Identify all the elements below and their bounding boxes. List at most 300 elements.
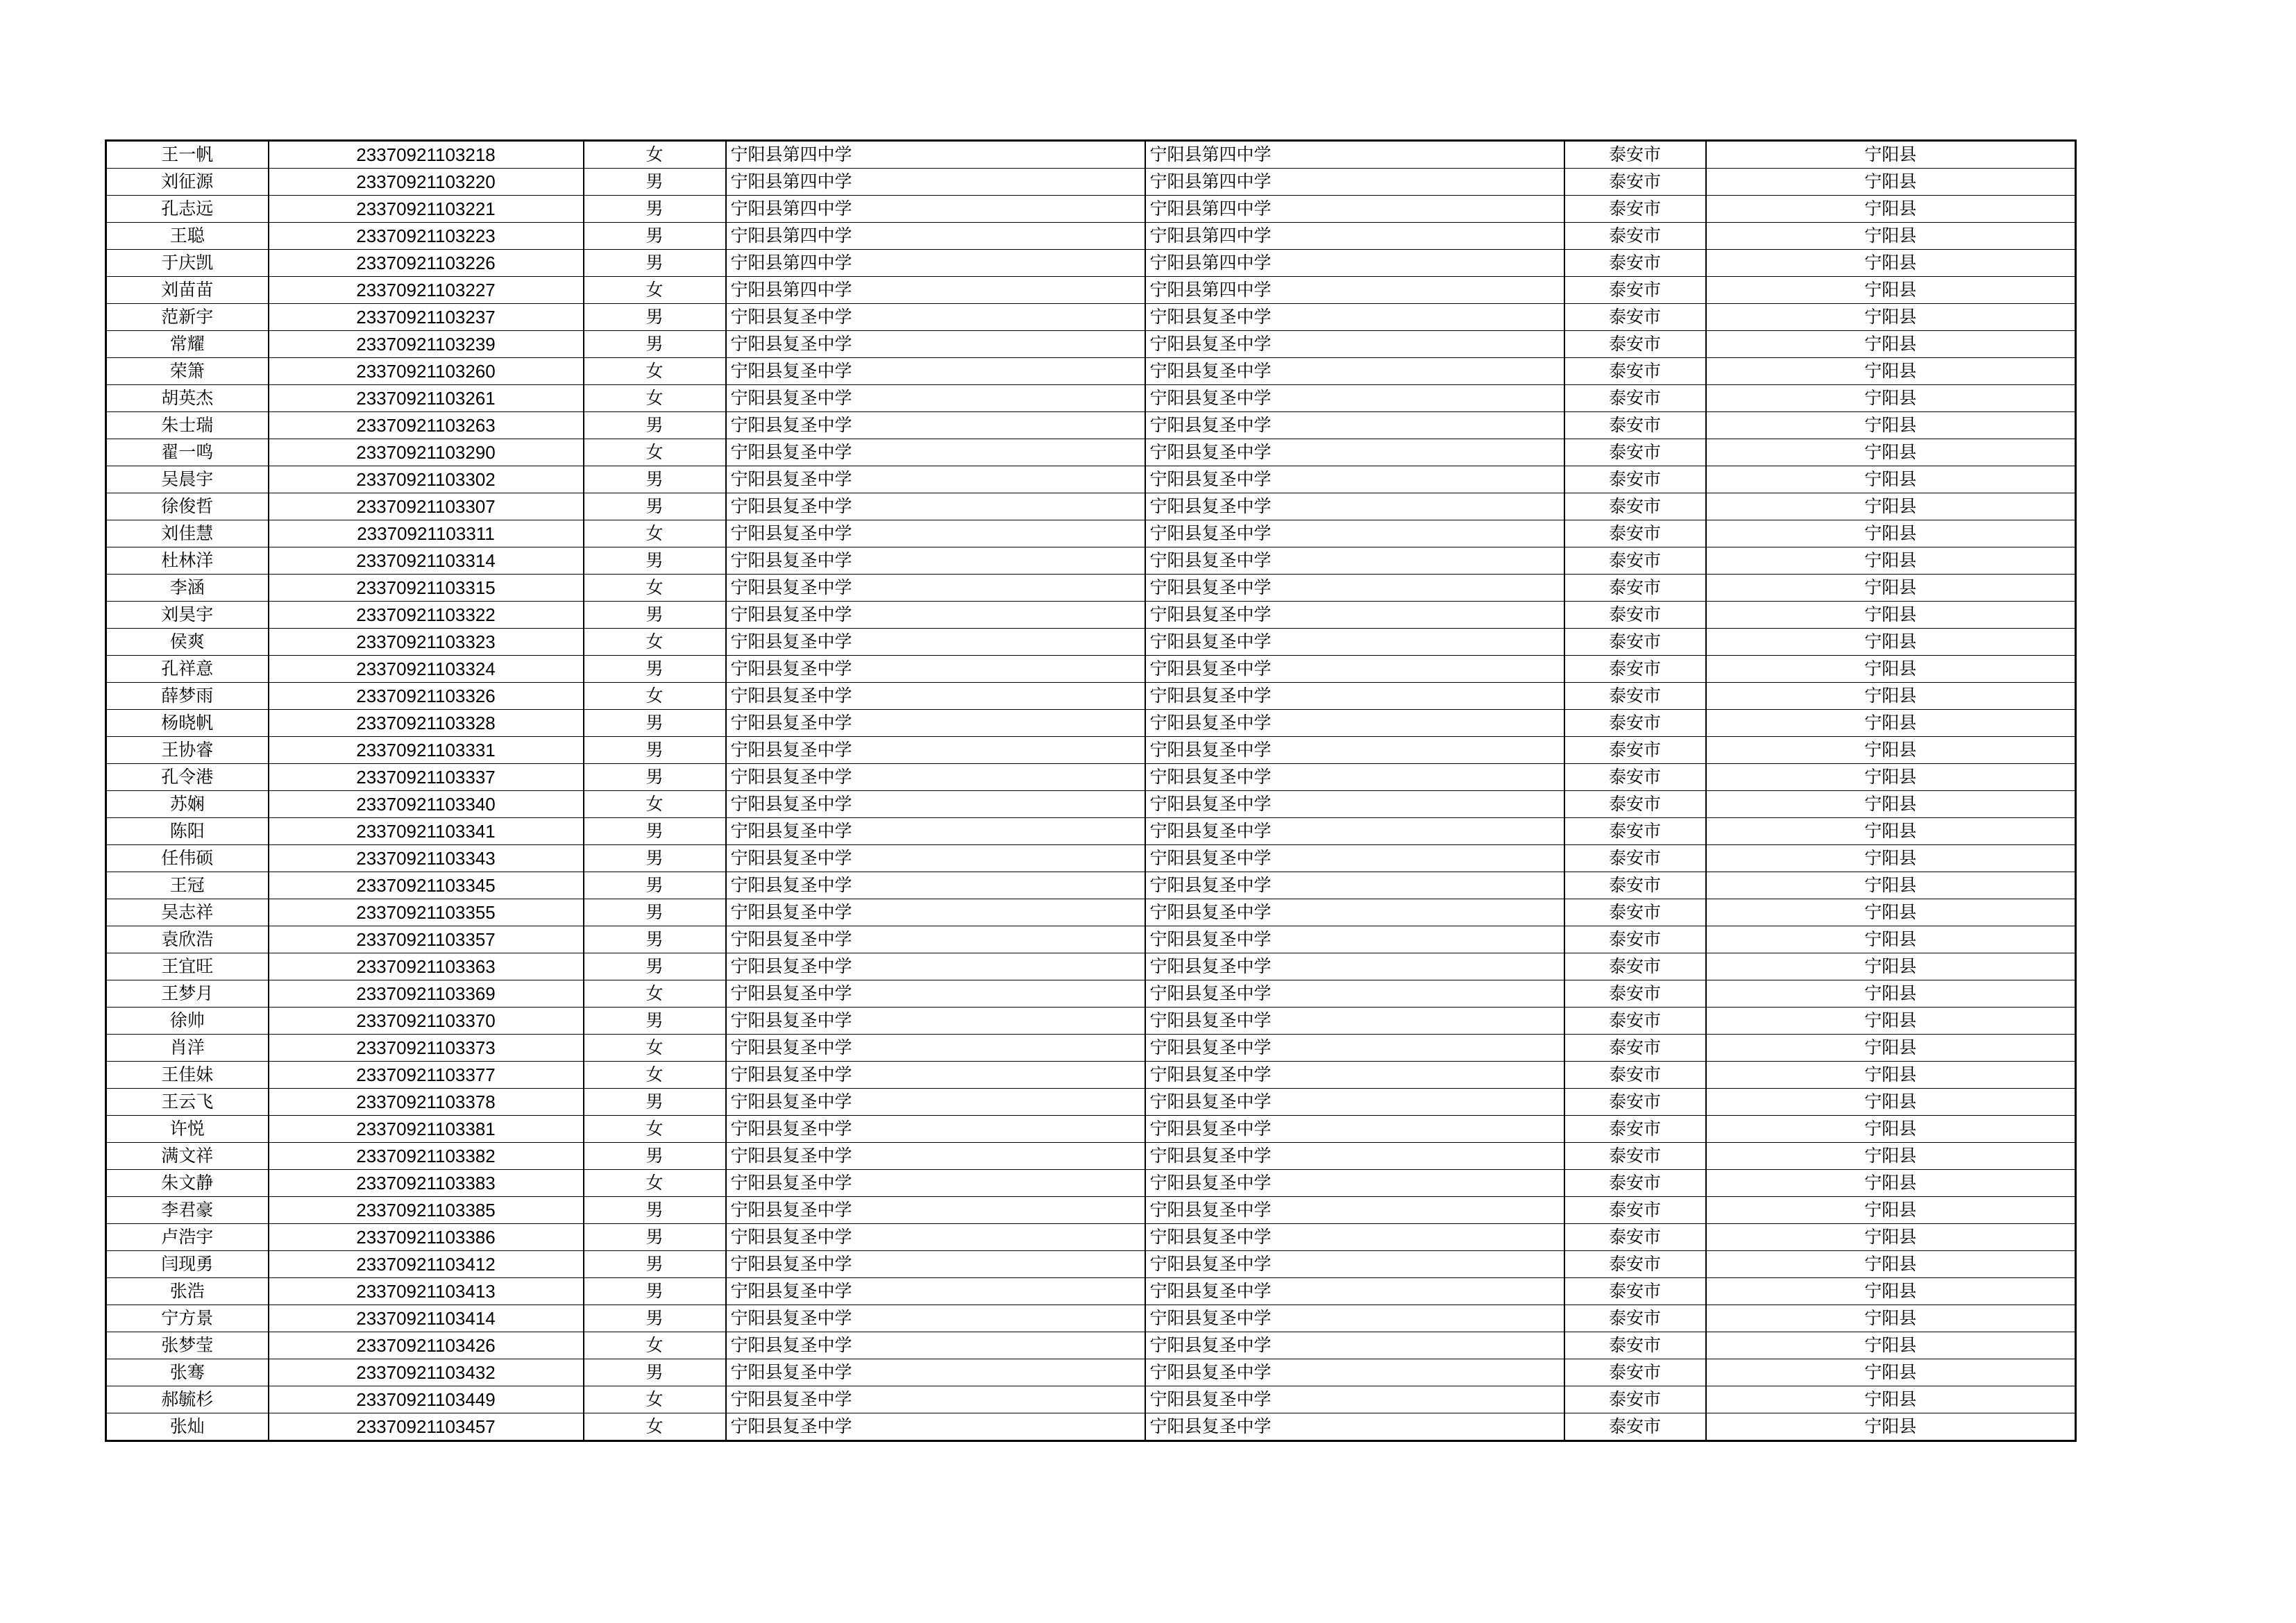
- student-name-cell: 孔令港: [106, 764, 269, 791]
- table-row: [106, 439, 2076, 466]
- table-row: [106, 818, 2076, 845]
- county-cell: 宁阳县: [1706, 1116, 2076, 1143]
- gender-cell: 男: [584, 1197, 726, 1224]
- gender-cell: 男: [584, 169, 726, 196]
- exam-number-cell: 23370921103311: [269, 520, 584, 547]
- exam-number-cell: 23370921103343: [269, 845, 584, 872]
- table-row: [106, 575, 2076, 602]
- table-row: [106, 169, 2076, 196]
- county-cell: 宁阳县: [1706, 1197, 2076, 1224]
- table-row: [106, 1413, 2076, 1441]
- city-cell: 泰安市: [1564, 277, 1706, 304]
- school-cell-2: 宁阳县复圣中学: [1145, 1008, 1564, 1035]
- student-name-cell: 王一帆: [106, 141, 269, 169]
- school-cell: 宁阳县复圣中学: [726, 1116, 1145, 1143]
- school-cell: 宁阳县复圣中学: [726, 358, 1145, 385]
- city-cell: 泰安市: [1564, 1386, 1706, 1413]
- school-cell-2: 宁阳县复圣中学: [1145, 953, 1564, 980]
- table-row: [106, 412, 2076, 439]
- gender-cell: 男: [584, 331, 726, 358]
- student-name-cell: 张骞: [106, 1359, 269, 1386]
- student-name-cell: 袁欣浩: [106, 926, 269, 953]
- county-cell: 宁阳县: [1706, 141, 2076, 169]
- school-cell: 宁阳县复圣中学: [726, 1251, 1145, 1278]
- exam-number-cell: 23370921103340: [269, 791, 584, 818]
- county-cell: 宁阳县: [1706, 385, 2076, 412]
- school-cell: 宁阳县复圣中学: [726, 331, 1145, 358]
- table-row: [106, 358, 2076, 385]
- table-row: [106, 872, 2076, 899]
- gender-cell: 男: [584, 1278, 726, 1305]
- city-cell: 泰安市: [1564, 1197, 1706, 1224]
- city-cell: 泰安市: [1564, 1143, 1706, 1170]
- school-cell-2: 宁阳县复圣中学: [1145, 331, 1564, 358]
- exam-number-cell: 23370921103381: [269, 1116, 584, 1143]
- school-cell-2: 宁阳县复圣中学: [1145, 1035, 1564, 1062]
- table-row: [106, 1089, 2076, 1116]
- exam-number-cell: 23370921103363: [269, 953, 584, 980]
- school-cell-2: 宁阳县复圣中学: [1145, 1062, 1564, 1089]
- school-cell: 宁阳县复圣中学: [726, 1197, 1145, 1224]
- table-row: [106, 1035, 2076, 1062]
- school-cell-2: 宁阳县复圣中学: [1145, 1332, 1564, 1359]
- table-row: [106, 980, 2076, 1008]
- exam-number-cell: 23370921103237: [269, 304, 584, 331]
- table-row: [106, 926, 2076, 953]
- student-name-cell: 范新宇: [106, 304, 269, 331]
- exam-number-cell: 23370921103345: [269, 872, 584, 899]
- city-cell: 泰安市: [1564, 764, 1706, 791]
- city-cell: 泰安市: [1564, 1170, 1706, 1197]
- gender-cell: 女: [584, 629, 726, 656]
- table-row: [106, 277, 2076, 304]
- gender-cell: 男: [584, 1251, 726, 1278]
- county-cell: 宁阳县: [1706, 683, 2076, 710]
- student-name-cell: 任伟硕: [106, 845, 269, 872]
- county-cell: 宁阳县: [1706, 1035, 2076, 1062]
- county-cell: 宁阳县: [1706, 196, 2076, 223]
- county-cell: 宁阳县: [1706, 737, 2076, 764]
- county-cell: 宁阳县: [1706, 710, 2076, 737]
- school-cell: 宁阳县复圣中学: [726, 1170, 1145, 1197]
- county-cell: 宁阳县: [1706, 1224, 2076, 1251]
- exam-number-cell: 23370921103355: [269, 899, 584, 926]
- school-cell: 宁阳县复圣中学: [726, 953, 1145, 980]
- school-cell-2: 宁阳县复圣中学: [1145, 1359, 1564, 1386]
- school-cell-2: 宁阳县复圣中学: [1145, 737, 1564, 764]
- school-cell: 宁阳县复圣中学: [726, 926, 1145, 953]
- school-cell-2: 宁阳县复圣中学: [1145, 575, 1564, 602]
- table-row: [106, 331, 2076, 358]
- city-cell: 泰安市: [1564, 1008, 1706, 1035]
- school-cell: 宁阳县复圣中学: [726, 629, 1145, 656]
- county-cell: 宁阳县: [1706, 250, 2076, 277]
- school-cell: 宁阳县复圣中学: [726, 872, 1145, 899]
- city-cell: 泰安市: [1564, 520, 1706, 547]
- county-cell: 宁阳县: [1706, 575, 2076, 602]
- table-row: [106, 1008, 2076, 1035]
- school-cell: 宁阳县复圣中学: [726, 791, 1145, 818]
- gender-cell: 男: [584, 926, 726, 953]
- table-row: [106, 141, 2076, 169]
- city-cell: 泰安市: [1564, 196, 1706, 223]
- gender-cell: 女: [584, 1062, 726, 1089]
- table-row: [106, 223, 2076, 250]
- gender-cell: 男: [584, 250, 726, 277]
- table-row: [106, 1251, 2076, 1278]
- school-cell: 宁阳县复圣中学: [726, 1089, 1145, 1116]
- exam-number-cell: 23370921103331: [269, 737, 584, 764]
- city-cell: 泰安市: [1564, 710, 1706, 737]
- gender-cell: 男: [584, 818, 726, 845]
- city-cell: 泰安市: [1564, 791, 1706, 818]
- school-cell-2: 宁阳县复圣中学: [1145, 493, 1564, 520]
- exam-number-cell: 23370921103323: [269, 629, 584, 656]
- gender-cell: 女: [584, 1116, 726, 1143]
- school-cell: 宁阳县复圣中学: [726, 710, 1145, 737]
- student-name-cell: 于庆凯: [106, 250, 269, 277]
- school-cell-2: 宁阳县复圣中学: [1145, 656, 1564, 683]
- school-cell: 宁阳县复圣中学: [726, 493, 1145, 520]
- student-name-cell: 刘苗苗: [106, 277, 269, 304]
- table-row: [106, 1332, 2076, 1359]
- gender-cell: 男: [584, 1359, 726, 1386]
- city-cell: 泰安市: [1564, 385, 1706, 412]
- school-cell: 宁阳县复圣中学: [726, 656, 1145, 683]
- school-cell: 宁阳县复圣中学: [726, 737, 1145, 764]
- student-name-cell: 张梦莹: [106, 1332, 269, 1359]
- gender-cell: 女: [584, 1332, 726, 1359]
- school-cell: 宁阳县复圣中学: [726, 439, 1145, 466]
- school-cell-2: 宁阳县第四中学: [1145, 169, 1564, 196]
- city-cell: 泰安市: [1564, 953, 1706, 980]
- gender-cell: 女: [584, 1170, 726, 1197]
- exam-number-cell: 23370921103263: [269, 412, 584, 439]
- school-cell: 宁阳县复圣中学: [726, 1035, 1145, 1062]
- city-cell: 泰安市: [1564, 1278, 1706, 1305]
- school-cell-2: 宁阳县第四中学: [1145, 141, 1564, 169]
- city-cell: 泰安市: [1564, 1251, 1706, 1278]
- county-cell: 宁阳县: [1706, 358, 2076, 385]
- student-name-cell: 徐俊哲: [106, 493, 269, 520]
- gender-cell: 男: [584, 223, 726, 250]
- school-cell-2: 宁阳县复圣中学: [1145, 412, 1564, 439]
- county-cell: 宁阳县: [1706, 1170, 2076, 1197]
- exam-number-cell: 23370921103413: [269, 1278, 584, 1305]
- table-row: [106, 1359, 2076, 1386]
- city-cell: 泰安市: [1564, 358, 1706, 385]
- gender-cell: 男: [584, 737, 726, 764]
- table-row: [106, 899, 2076, 926]
- student-name-cell: 卢浩宇: [106, 1224, 269, 1251]
- student-list-table: [105, 139, 2077, 1442]
- school-cell-2: 宁阳县复圣中学: [1145, 1386, 1564, 1413]
- student-name-cell: 李君豪: [106, 1197, 269, 1224]
- gender-cell: 男: [584, 493, 726, 520]
- school-cell: 宁阳县复圣中学: [726, 304, 1145, 331]
- county-cell: 宁阳县: [1706, 953, 2076, 980]
- school-cell: 宁阳县复圣中学: [726, 1008, 1145, 1035]
- table-row: [106, 764, 2076, 791]
- table-row: [106, 737, 2076, 764]
- school-cell-2: 宁阳县复圣中学: [1145, 385, 1564, 412]
- table-row: [106, 1305, 2076, 1332]
- county-cell: 宁阳县: [1706, 1089, 2076, 1116]
- school-cell: 宁阳县复圣中学: [726, 1224, 1145, 1251]
- school-cell: 宁阳县第四中学: [726, 141, 1145, 169]
- student-name-cell: 杨晓帆: [106, 710, 269, 737]
- exam-number-cell: 23370921103322: [269, 602, 584, 629]
- table-row: [106, 1170, 2076, 1197]
- school-cell: 宁阳县第四中学: [726, 196, 1145, 223]
- school-cell: 宁阳县复圣中学: [726, 683, 1145, 710]
- student-name-cell: 吴晨宇: [106, 466, 269, 493]
- city-cell: 泰安市: [1564, 818, 1706, 845]
- school-cell: 宁阳县复圣中学: [726, 1332, 1145, 1359]
- exam-number-cell: 23370921103226: [269, 250, 584, 277]
- exam-number-cell: 23370921103220: [269, 169, 584, 196]
- student-name-cell: 刘征源: [106, 169, 269, 196]
- gender-cell: 男: [584, 764, 726, 791]
- student-name-cell: 朱文静: [106, 1170, 269, 1197]
- city-cell: 泰安市: [1564, 250, 1706, 277]
- exam-number-cell: 23370921103314: [269, 547, 584, 575]
- gender-cell: 女: [584, 439, 726, 466]
- exam-number-cell: 23370921103227: [269, 277, 584, 304]
- exam-number-cell: 23370921103457: [269, 1413, 584, 1441]
- school-cell: 宁阳县复圣中学: [726, 1359, 1145, 1386]
- city-cell: 泰安市: [1564, 1035, 1706, 1062]
- county-cell: 宁阳县: [1706, 331, 2076, 358]
- school-cell-2: 宁阳县复圣中学: [1145, 439, 1564, 466]
- exam-number-cell: 23370921103432: [269, 1359, 584, 1386]
- gender-cell: 女: [584, 575, 726, 602]
- student-name-cell: 肖洋: [106, 1035, 269, 1062]
- gender-cell: 男: [584, 710, 726, 737]
- student-name-cell: 王宜旺: [106, 953, 269, 980]
- table-row: [106, 1143, 2076, 1170]
- city-cell: 泰安市: [1564, 980, 1706, 1008]
- student-name-cell: 张浩: [106, 1278, 269, 1305]
- city-cell: 泰安市: [1564, 412, 1706, 439]
- school-cell: 宁阳县复圣中学: [726, 899, 1145, 926]
- exam-number-cell: 23370921103386: [269, 1224, 584, 1251]
- school-cell-2: 宁阳县第四中学: [1145, 277, 1564, 304]
- exam-number-cell: 23370921103412: [269, 1251, 584, 1278]
- city-cell: 泰安市: [1564, 169, 1706, 196]
- student-name-cell: 宁方景: [106, 1305, 269, 1332]
- gender-cell: 男: [584, 304, 726, 331]
- table-row: [106, 791, 2076, 818]
- school-cell-2: 宁阳县复圣中学: [1145, 1224, 1564, 1251]
- exam-number-cell: 23370921103383: [269, 1170, 584, 1197]
- exam-number-cell: 23370921103378: [269, 1089, 584, 1116]
- student-name-cell: 杜林洋: [106, 547, 269, 575]
- exam-number-cell: 23370921103290: [269, 439, 584, 466]
- city-cell: 泰安市: [1564, 737, 1706, 764]
- student-name-cell: 王梦月: [106, 980, 269, 1008]
- exam-number-cell: 23370921103385: [269, 1197, 584, 1224]
- student-name-cell: 孔志远: [106, 196, 269, 223]
- county-cell: 宁阳县: [1706, 980, 2076, 1008]
- school-cell: 宁阳县复圣中学: [726, 385, 1145, 412]
- school-cell-2: 宁阳县复圣中学: [1145, 602, 1564, 629]
- student-name-cell: 徐帅: [106, 1008, 269, 1035]
- school-cell-2: 宁阳县复圣中学: [1145, 899, 1564, 926]
- school-cell-2: 宁阳县复圣中学: [1145, 547, 1564, 575]
- city-cell: 泰安市: [1564, 629, 1706, 656]
- gender-cell: 男: [584, 1224, 726, 1251]
- student-name-cell: 王冠: [106, 872, 269, 899]
- student-name-cell: 王聪: [106, 223, 269, 250]
- school-cell-2: 宁阳县复圣中学: [1145, 466, 1564, 493]
- county-cell: 宁阳县: [1706, 602, 2076, 629]
- county-cell: 宁阳县: [1706, 818, 2076, 845]
- student-name-cell: 许悦: [106, 1116, 269, 1143]
- school-cell: 宁阳县复圣中学: [726, 575, 1145, 602]
- school-cell-2: 宁阳县第四中学: [1145, 223, 1564, 250]
- county-cell: 宁阳县: [1706, 1062, 2076, 1089]
- gender-cell: 男: [584, 412, 726, 439]
- gender-cell: 女: [584, 141, 726, 169]
- city-cell: 泰安市: [1564, 304, 1706, 331]
- student-name-cell: 苏娴: [106, 791, 269, 818]
- student-name-cell: 吴志祥: [106, 899, 269, 926]
- exam-number-cell: 23370921103315: [269, 575, 584, 602]
- county-cell: 宁阳县: [1706, 493, 2076, 520]
- school-cell: 宁阳县第四中学: [726, 250, 1145, 277]
- school-cell: 宁阳县复圣中学: [726, 845, 1145, 872]
- exam-number-cell: 23370921103357: [269, 926, 584, 953]
- table-row: [106, 547, 2076, 575]
- student-name-cell: 张灿: [106, 1413, 269, 1441]
- school-cell: 宁阳县第四中学: [726, 277, 1145, 304]
- gender-cell: 女: [584, 980, 726, 1008]
- school-cell: 宁阳县复圣中学: [726, 1062, 1145, 1089]
- school-cell: 宁阳县复圣中学: [726, 1278, 1145, 1305]
- exam-number-cell: 23370921103373: [269, 1035, 584, 1062]
- school-cell: 宁阳县复圣中学: [726, 1305, 1145, 1332]
- table-body: [106, 141, 2076, 1441]
- gender-cell: 男: [584, 845, 726, 872]
- school-cell-2: 宁阳县复圣中学: [1145, 1170, 1564, 1197]
- gender-cell: 女: [584, 683, 726, 710]
- exam-number-cell: 23370921103302: [269, 466, 584, 493]
- county-cell: 宁阳县: [1706, 412, 2076, 439]
- exam-number-cell: 23370921103326: [269, 683, 584, 710]
- city-cell: 泰安市: [1564, 683, 1706, 710]
- student-name-cell: 薛梦雨: [106, 683, 269, 710]
- school-cell-2: 宁阳县复圣中学: [1145, 304, 1564, 331]
- student-name-cell: 荣箫: [106, 358, 269, 385]
- exam-number-cell: 23370921103324: [269, 656, 584, 683]
- student-name-cell: 闫现勇: [106, 1251, 269, 1278]
- exam-number-cell: 23370921103341: [269, 818, 584, 845]
- county-cell: 宁阳县: [1706, 1251, 2076, 1278]
- school-cell-2: 宁阳县复圣中学: [1145, 926, 1564, 953]
- city-cell: 泰安市: [1564, 1089, 1706, 1116]
- gender-cell: 女: [584, 277, 726, 304]
- city-cell: 泰安市: [1564, 466, 1706, 493]
- exam-number-cell: 23370921103414: [269, 1305, 584, 1332]
- student-name-cell: 朱士瑞: [106, 412, 269, 439]
- gender-cell: 女: [584, 1035, 726, 1062]
- school-cell: 宁阳县第四中学: [726, 223, 1145, 250]
- county-cell: 宁阳县: [1706, 1278, 2076, 1305]
- city-cell: 泰安市: [1564, 439, 1706, 466]
- city-cell: 泰安市: [1564, 656, 1706, 683]
- exam-number-cell: 23370921103223: [269, 223, 584, 250]
- school-cell: 宁阳县复圣中学: [726, 1143, 1145, 1170]
- gender-cell: 女: [584, 1413, 726, 1441]
- table-row: [106, 1062, 2076, 1089]
- student-name-cell: 王佳妹: [106, 1062, 269, 1089]
- gender-cell: 男: [584, 196, 726, 223]
- gender-cell: 男: [584, 1143, 726, 1170]
- gender-cell: 男: [584, 547, 726, 575]
- student-name-cell: 刘昊宇: [106, 602, 269, 629]
- exam-number-cell: 23370921103382: [269, 1143, 584, 1170]
- table-row: [106, 466, 2076, 493]
- city-cell: 泰安市: [1564, 899, 1706, 926]
- school-cell: 宁阳县复圣中学: [726, 412, 1145, 439]
- gender-cell: 男: [584, 1089, 726, 1116]
- city-cell: 泰安市: [1564, 845, 1706, 872]
- school-cell: 宁阳县复圣中学: [726, 602, 1145, 629]
- school-cell-2: 宁阳县复圣中学: [1145, 872, 1564, 899]
- gender-cell: 女: [584, 1386, 726, 1413]
- student-name-cell: 侯爽: [106, 629, 269, 656]
- school-cell-2: 宁阳县第四中学: [1145, 196, 1564, 223]
- gender-cell: 女: [584, 520, 726, 547]
- county-cell: 宁阳县: [1706, 304, 2076, 331]
- county-cell: 宁阳县: [1706, 439, 2076, 466]
- table-row: [106, 304, 2076, 331]
- exam-number-cell: 23370921103221: [269, 196, 584, 223]
- city-cell: 泰安市: [1564, 1116, 1706, 1143]
- school-cell: 宁阳县复圣中学: [726, 520, 1145, 547]
- county-cell: 宁阳县: [1706, 1386, 2076, 1413]
- school-cell-2: 宁阳县复圣中学: [1145, 845, 1564, 872]
- city-cell: 泰安市: [1564, 602, 1706, 629]
- table-row: [106, 1224, 2076, 1251]
- table-row: [106, 710, 2076, 737]
- county-cell: 宁阳县: [1706, 791, 2076, 818]
- school-cell: 宁阳县复圣中学: [726, 980, 1145, 1008]
- table-row: [106, 953, 2076, 980]
- county-cell: 宁阳县: [1706, 845, 2076, 872]
- school-cell-2: 宁阳县复圣中学: [1145, 683, 1564, 710]
- city-cell: 泰安市: [1564, 575, 1706, 602]
- school-cell: 宁阳县复圣中学: [726, 1413, 1145, 1441]
- gender-cell: 女: [584, 358, 726, 385]
- gender-cell: 男: [584, 602, 726, 629]
- school-cell-2: 宁阳县复圣中学: [1145, 818, 1564, 845]
- exam-number-cell: 23370921103449: [269, 1386, 584, 1413]
- school-cell: 宁阳县复圣中学: [726, 547, 1145, 575]
- student-name-cell: 胡英杰: [106, 385, 269, 412]
- table-row: [106, 602, 2076, 629]
- gender-cell: 男: [584, 953, 726, 980]
- county-cell: 宁阳县: [1706, 547, 2076, 575]
- student-name-cell: 翟一鸣: [106, 439, 269, 466]
- city-cell: 泰安市: [1564, 547, 1706, 575]
- gender-cell: 男: [584, 656, 726, 683]
- county-cell: 宁阳县: [1706, 223, 2076, 250]
- exam-number-cell: 23370921103337: [269, 764, 584, 791]
- city-cell: 泰安市: [1564, 1332, 1706, 1359]
- student-name-cell: 孔祥意: [106, 656, 269, 683]
